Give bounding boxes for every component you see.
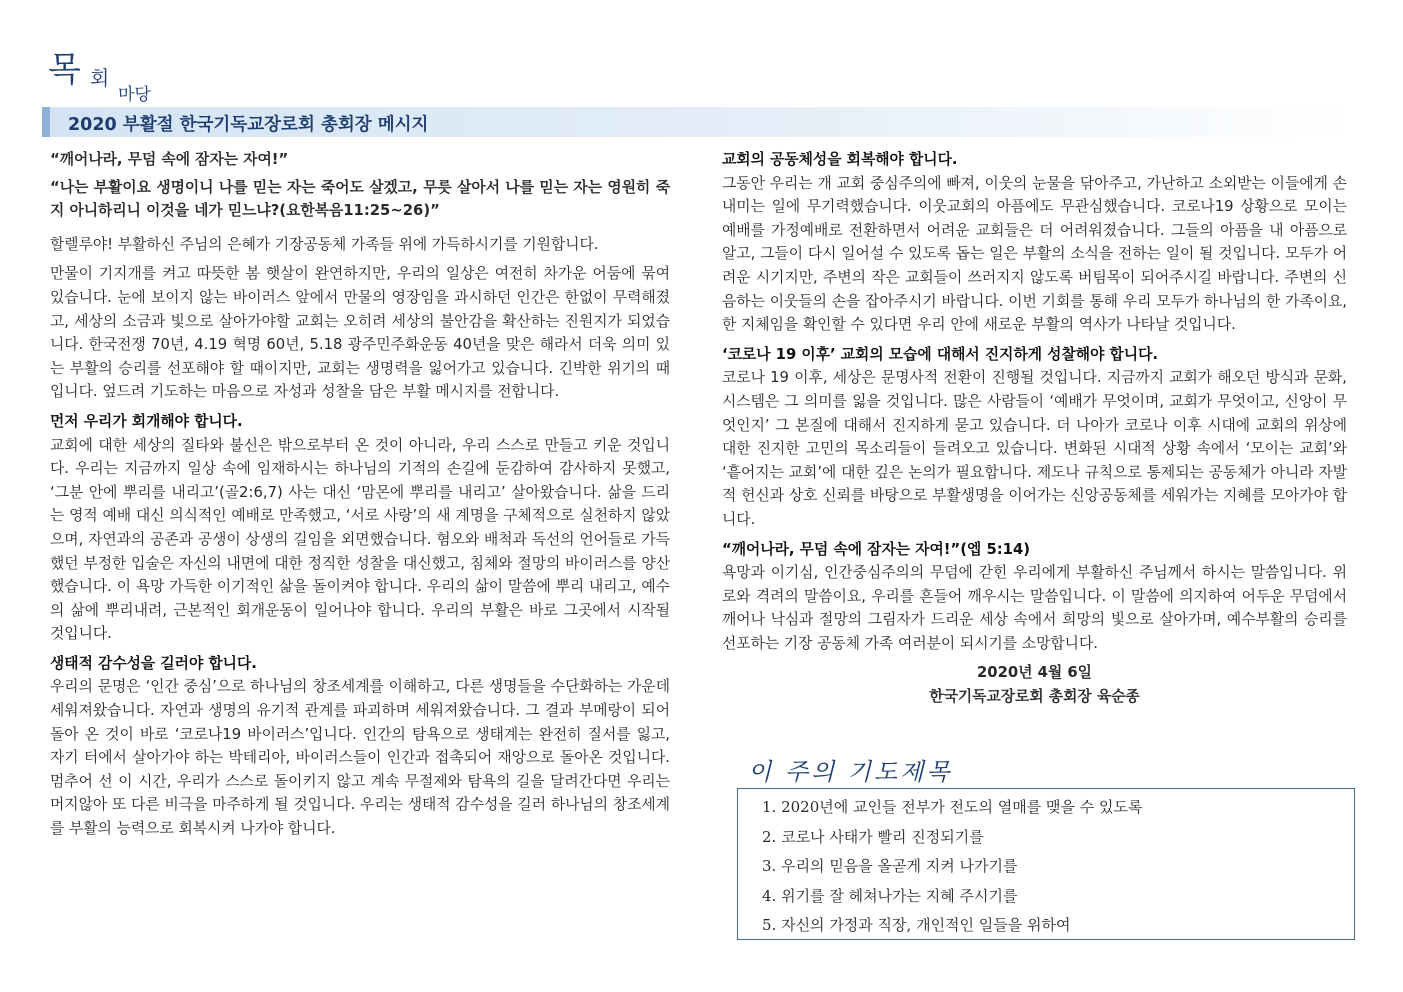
wake-up-paragraph: 욕망과 이기심, 인간중심주의의 무덤에 갇힌 우리에게 부활하신 주님께서 하시는 말씀입니다. 위로와 격려의 말씀이요, 우리를 흔들어 깨우시는 말씀입니다. 이 말씀에 의지하여 어두운 무덤에서 깨어나 낙심과 절망의 그림자가 드리운 세상 속에서 희망의 빛으로 살아가며, 예수부활의 승리를 선포하는 기장 공동체 가족 여러분이 되시기를 소망합니다. (722, 564, 1347, 652)
prayer-title: 이 주의 기도제목 (748, 758, 953, 786)
left-column (50, 148, 670, 841)
heading-repentance: 먼저 우리가 회개해야 합니다. (50, 412, 243, 430)
prayer-item: 5. 자신의 가정과 직장, 개인적인 일들을 위하여 (762, 916, 1071, 934)
heading-after-corona: ‘코로나 19 이후’ 교회의 모습에 대해서 진지하게 성찰해야 합니다. (722, 345, 1159, 363)
heading-wake-up: “깨어나라, 무덤 속에 잠자는 자여!”(엡 5:14) (722, 540, 1031, 558)
repentance-paragraph: 교회에 대한 세상의 질타와 불신은 밖으로부터 온 것이 아니라, 우리 스스로 만들고 키운 것입니다. 우리는 지금까지 일상 속에 임재하시는 하나님의 기적의 손길에 둔감하여 감사하지 못했고, ‘그분 안에 뿌리를 내리고’(골2:6,7) 사는 대신 ‘맘몬에 뿌리를 내리고’ 살아왔습니다. 삶을 드리는 영적 예배 대신 의식적인 예배로 만족했고, ‘서로 사랑’의 새 계명을 구체적으로 실천하지 않았으며, 자연과의 공존과 공생이 상생의 길임을 외면했습니다. 혐오와 배척과 독선의 언어들로 가득했던 부정한 입술은 자신의 내면에 대한 정직한 성찰을 대신했고, 침체와 절망의 바이러스를 양산했습니다. 이 욕망 가득한 이기적인 삶을 돌이켜야 합니다. 우리의 삶이 말씀에 뿌리 내리고, 예수의 삶에 뿌리내려, 근본적인 회개운동이 일어나야 합니다. 우리의 부활은 바로 그곳에서 시작될 것입니다. (50, 436, 671, 643)
heading-community: 교회의 공동체성을 회복해야 합니다. (722, 151, 958, 168)
greeting-paragraph: 할렐루야! 부활하신 주님의 은혜가 기장공동체 가족들 위에 가득하시기를 기원합니다. (50, 235, 599, 253)
prayer-list (737, 788, 1355, 940)
title-banner (42, 107, 1352, 137)
page-title: 2020 부활절 한국기독교장로회 총회장 메시지 (68, 115, 429, 135)
signature: 한국기독교장로회 총회장 육순종 (929, 688, 1140, 706)
prayer-item: 1. 2020년에 교인들 전부가 전도의 열매를 맺을 수 있도록 (762, 798, 1143, 816)
prayer-item: 2. 코로나 사태가 빨리 진정되기를 (762, 827, 984, 846)
logo-char-mid: 회 (90, 66, 110, 90)
logo-char-big: 목 (48, 50, 79, 90)
community-paragraph: 그동안 우리는 개 교회 중심주의에 빠져, 이웃의 눈물을 닦아주고, 가난하고 소외받는 이들에게 손 내미는 일에 무기력했습니다. 이웃교회의 아픔에도 무관심했습니다. 코로나19 상황으로 모이는 예배를 가정예배로 전환하면서 어려운 교회들은 더 어려워졌습니다. 그들의 아픔을 내 아픔으로 알고, 그들이 다시 일어설 수 있도록 돕는 일은 부활의 소식을 전하는 일이 될 것입니다. 모두가 어려운 시기지만, 주변의 작은 교회들이 쓰러지지 않도록 버팀목이 되어주시길 바랍니다. 주변의 신음하는 이웃들의 손을 잡아주시기 바랍니다. 이번 기회를 통해 우리 모두가 하나님의 한 가족이요, 한 지체임을 확인할 수 있다면 우리 안에 새로운 부활의 역사가 나타날 것입니다. (722, 174, 1347, 334)
scripture-quote: “나는 부활이요 생명이니 나를 믿는 자는 죽어도 살겠고, 무릇 살아서 나를 믿는 자는 영원히 죽지 아니하리니 이것을 네가 믿느냐?(요한복음11:25~26)” (50, 178, 670, 220)
logo-char-small: 마당 (118, 85, 151, 105)
opening-quote: “깨어나라, 무덤 속에 잠자는 자여!” (50, 151, 289, 168)
right-column (722, 148, 1347, 709)
prayer-item: 3. 우리의 믿음을 올곧게 지켜 나가기를 (762, 857, 1018, 875)
section-logo (48, 42, 178, 105)
prayer-item: 4. 위기를 잘 헤쳐나가는 지혜 주시기를 (762, 886, 1018, 905)
message-date: 2020년 4월 6일 (977, 664, 1092, 682)
heading-ecology: 생태적 감수성을 길러야 합니다. (50, 654, 257, 672)
intro-paragraph: 만물이 기지개를 켜고 따뜻한 봄 햇살이 완연하지만, 우리의 일상은 여전히 차가운 어둠에 묶여 있습니다. 눈에 보이지 않는 바이러스 앞에서 만물의 영장임을 과시하던 인간은 한없이 무력해졌고, 세상의 소금과 빛으로 살아가야할 교회는 오히려 세상의 불안감을 확산하는 진원지가 되었습니다. 한국전쟁 70년, 4.19 혁명 60년, 5.18 광주민주화운동 40년을 맞은 해라서 더욱 의미 있는 부활의 승리를 선포해야 할 때이지만, 교회는 생명력을 잃어가고 있습니다. 긴박한 위기의 때입니다. 엎드려 기도하는 마음으로 자성과 성찰을 담은 부활 메시지를 전합니다. (50, 265, 671, 401)
after-corona-paragraph: 코로나 19 이후, 세상은 문명사적 전환이 진행될 것입니다. 지금까지 교회가 해오던 방식과 문화, 시스템은 그 의미를 잃을 것입니다. 많은 사람들이 ‘예배가 무엇이며, 교회가 무엇이고, 신앙이 무엇인지’ 그 본질에 대해서 진지하게 묻고 있습니다. 더 나아가 코로나 이후 시대에 교회의 위상에 대한 진지한 고민의 목소리들이 들려오고 있습니다. 변화된 시대적 상황 속에서 ‘모이는 교회’와 ‘흩어지는 교회’에 대한 깊은 논의가 필요합니다. 제도나 규칙으로 통제되는 공동체가 아니라 자발적 헌신과 상호 신뢰를 바탕으로 부활생명을 이어가는 신앙공동체를 세워가는 지혜를 모아가야 합니다. (722, 369, 1347, 528)
ecology-paragraph: 우리의 문명은 ‘인간 중심’으로 하나님의 창조세계를 이해하고, 다른 생명들을 수단화하는 가운데 세워져왔습니다. 자연과 생명의 유기적 관계를 파괴하며 세워져왔습니다. 그 결과 부메랑이 되어 돌아 온 것이 바로 ‘코로나19 바이러스’입니다. 인간의 탐욕으로 생태계는 완전히 질서를 잃고, 자기 터에서 살아가야 하는 박테리아, 바이러스들이 인간과 접촉되어 재앙으로 돌아온 것입니다. 멈추어 선 이 시간, 우리가 스스로 돌이키지 않고 계속 무절제와 탐욕의 길을 달려간다면 우리는 머지않아 또 다른 비극을 마주하게 될 것입니다. 우리는 생태적 감수성을 길러 하나님의 창조세계를 부활의 능력으로 회복시켜 나가야 합니다. (50, 678, 670, 838)
